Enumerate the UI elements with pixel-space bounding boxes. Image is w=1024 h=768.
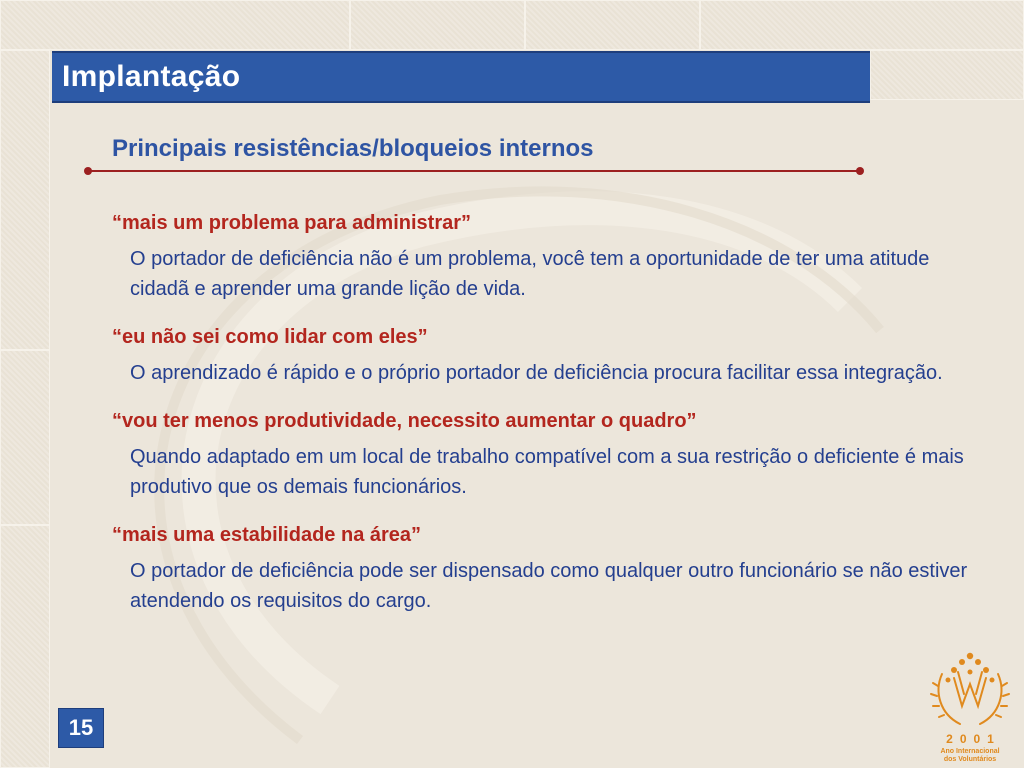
list-item bbox=[112, 408, 992, 502]
objection-response: Quando adaptado em um local de trabalho compatível com a sua restrição o deficiente é mais produtivo que os demais funcionários. bbox=[130, 446, 964, 498]
objection-response: O portador de deficiência pode ser dispensado como qualquer outro funcionário se não estiver atendendo os requisitos do cargo. bbox=[130, 560, 968, 612]
objection-quote: “vou ter menos produtividade, necessito aumentar o quadro” bbox=[112, 410, 697, 432]
logo-caption-line1: Ano Internacional bbox=[940, 748, 1000, 755]
list-item bbox=[112, 324, 992, 388]
title-bar bbox=[52, 51, 870, 103]
objection-response: O portador de deficiência não é um problema, você tem a oportunidade de ter uma atitude cidadã e aprender uma grande lição de vida. bbox=[130, 248, 930, 300]
objection-quote: “eu não sei como lidar com eles” bbox=[112, 326, 428, 348]
volunteers-emblem-icon bbox=[924, 644, 1016, 732]
list-item bbox=[112, 522, 992, 616]
objection-list bbox=[112, 210, 992, 636]
volunteer-year-logo bbox=[924, 644, 1016, 762]
objection-response: O aprendizado é rápido e o próprio portador de deficiência procura facilitar essa integração. bbox=[130, 362, 943, 384]
list-item bbox=[112, 210, 992, 304]
slide-title: Implantação bbox=[62, 60, 241, 93]
slide-subtitle: Principais resistências/bloqueios internos bbox=[112, 135, 594, 162]
objection-quote: “mais um problema para administrar” bbox=[112, 212, 472, 234]
page-number: 15 bbox=[68, 715, 94, 740]
logo-year: 2001 bbox=[946, 732, 1001, 746]
page-number-badge bbox=[58, 708, 104, 748]
logo-caption-line2: dos Voluntários bbox=[943, 756, 997, 763]
objection-quote: “mais uma estabilidade na área” bbox=[112, 524, 422, 546]
divider bbox=[84, 166, 864, 176]
